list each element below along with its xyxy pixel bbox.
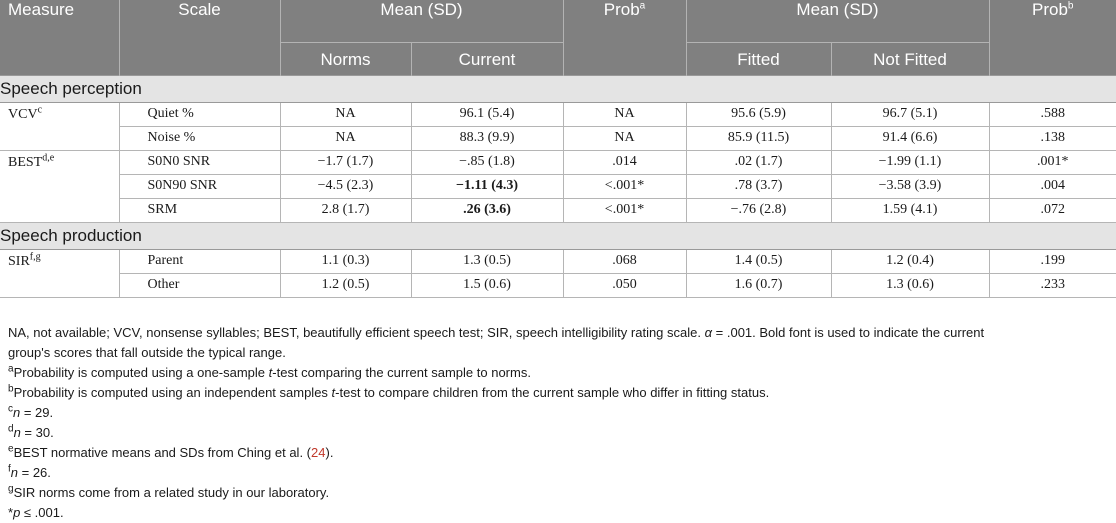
norms-cell: 1.1 (0.3) <box>280 249 411 273</box>
scale-cell: Quiet % <box>119 102 280 126</box>
norms-cell: 1.2 (0.5) <box>280 273 411 297</box>
footnote-main: NA, not available; VCV, nonsense syllables; BEST, beautifully efficient speech test; SIR, speech intelligibility rating scale. α = .001. Bold font is used to indicate the current group's scores that fall outside the typical range. <box>8 325 985 360</box>
header-current: Current <box>411 42 563 75</box>
header-mean-sd-current: Mean (SD) <box>280 0 563 42</box>
table-footnotes <box>8 323 1114 523</box>
scale-cell: Other <box>119 273 280 297</box>
section-speech-perception <box>0 75 1116 102</box>
table-row <box>0 174 1116 198</box>
prob-a-cell: NA <box>563 126 686 150</box>
prob-b-cell: .072 <box>989 198 1116 222</box>
not-fitted-cell: −1.99 (1.1) <box>831 150 989 174</box>
not-fitted-cell: 1.2 (0.4) <box>831 249 989 273</box>
not-fitted-cell: 96.7 (5.1) <box>831 102 989 126</box>
norms-cell: −1.7 (1.7) <box>280 150 411 174</box>
current-cell: −1.11 (4.3) <box>411 174 563 198</box>
prob-a-cell: NA <box>563 102 686 126</box>
norms-cell: NA <box>280 126 411 150</box>
measure-best: BEST$^{d,e}$ <box>0 150 119 222</box>
fitted-cell: 1.6 (0.7) <box>686 273 831 297</box>
fitted-cell: .78 (3.7) <box>686 174 831 198</box>
table-row <box>0 126 1116 150</box>
header-not-fitted: Not Fitted <box>831 42 989 75</box>
norms-cell: −4.5 (2.3) <box>280 174 411 198</box>
prob-a-cell: .050 <box>563 273 686 297</box>
section-title: Speech production <box>0 222 1116 249</box>
prob-b-cell: .001* <box>989 150 1116 174</box>
section-speech-production <box>0 222 1116 249</box>
table-row <box>0 249 1116 273</box>
fitted-cell: −.76 (2.8) <box>686 198 831 222</box>
scale-cell: S0N0 SNR <box>119 150 280 174</box>
current-cell: 96.1 (5.4) <box>411 102 563 126</box>
footnote-f: $^f$n = 26. <box>8 463 51 480</box>
header-norms: Norms <box>280 42 411 75</box>
current-cell: 88.3 (9.9) <box>411 126 563 150</box>
header-mean-sd-fitting: Mean (SD) <box>686 0 989 42</box>
prob-a-cell: <.001* <box>563 174 686 198</box>
header-prob-b: Prob$^b$ <box>989 0 1116 75</box>
current-cell: 1.3 (0.5) <box>411 249 563 273</box>
footnote-p: *p ≤ .001. <box>8 505 64 520</box>
table-row <box>0 198 1116 222</box>
prob-a-cell: .068 <box>563 249 686 273</box>
prob-b-cell: .588 <box>989 102 1116 126</box>
current-cell: −.85 (1.8) <box>411 150 563 174</box>
header-scale: Scale <box>119 0 280 75</box>
measure-sir: SIR$^{f,g}$ <box>0 249 119 297</box>
not-fitted-cell: −3.58 (3.9) <box>831 174 989 198</box>
table-row <box>0 102 1116 126</box>
not-fitted-cell: 91.4 (6.6) <box>831 126 989 150</box>
reference-link[interactable]: 24 <box>311 445 326 460</box>
fitted-cell: 1.4 (0.5) <box>686 249 831 273</box>
not-fitted-cell: 1.59 (4.1) <box>831 198 989 222</box>
norms-cell: NA <box>280 102 411 126</box>
fitted-cell: 85.9 (11.5) <box>686 126 831 150</box>
header-measure: Measure <box>0 0 119 75</box>
scale-cell: S0N90 SNR <box>119 174 280 198</box>
prob-b-cell: .233 <box>989 273 1116 297</box>
fitted-cell: .02 (1.7) <box>686 150 831 174</box>
prob-b-cell: .004 <box>989 174 1116 198</box>
table-row <box>0 273 1116 297</box>
footnote-e: $^e$BEST normative means and SDs from Ching et al. (24). <box>8 443 334 460</box>
footnote-b: $^b$Probability is computed using an independent samples t-test to compare children from the current sample who differ in fitting status. <box>8 383 770 400</box>
prob-b-cell: .199 <box>989 249 1116 273</box>
table-row <box>0 150 1116 174</box>
scale-cell: Parent <box>119 249 280 273</box>
scale-cell: Noise % <box>119 126 280 150</box>
measure-vcv: VCV$^c$ <box>0 102 119 150</box>
scale-cell: SRM <box>119 198 280 222</box>
footnote-d: $^d$n = 30. <box>8 423 54 440</box>
prob-a-cell: <.001* <box>563 198 686 222</box>
prob-a-cell: .014 <box>563 150 686 174</box>
header-prob-a: Prob$^a$ <box>563 0 686 75</box>
footnote-g: $^g$SIR norms come from a related study in our laboratory. <box>8 483 330 500</box>
header-fitted: Fitted <box>686 42 831 75</box>
header-row-top <box>0 0 1116 42</box>
current-cell: .26 (3.6) <box>411 198 563 222</box>
prob-b-cell: .138 <box>989 126 1116 150</box>
current-cell: 1.5 (0.6) <box>411 273 563 297</box>
footnote-c: $^c$n = 29. <box>8 403 54 420</box>
section-title: Speech perception <box>0 75 1116 102</box>
norms-cell: 2.8 (1.7) <box>280 198 411 222</box>
footnote-a: $^a$Probability is computed using a one-sample t-test comparing the current sample to norms. <box>8 363 531 380</box>
not-fitted-cell: 1.3 (0.6) <box>831 273 989 297</box>
fitted-cell: 95.6 (5.9) <box>686 102 831 126</box>
